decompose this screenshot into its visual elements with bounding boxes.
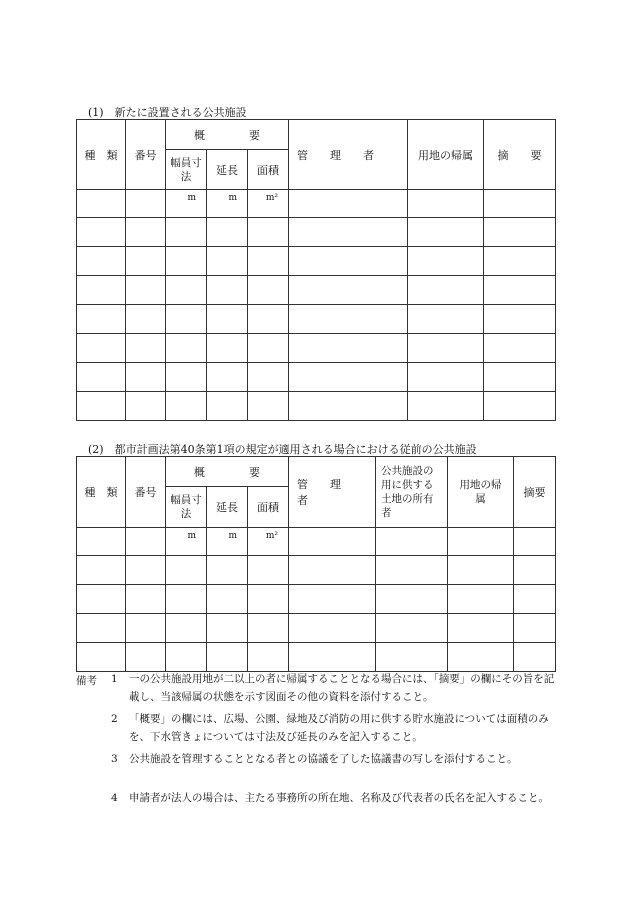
header-number: 番号 xyxy=(126,120,166,190)
cell[interactable] xyxy=(207,305,248,334)
cell[interactable] xyxy=(289,643,376,672)
table-row xyxy=(77,528,556,556)
cell[interactable] xyxy=(248,276,289,305)
cell[interactable] xyxy=(126,643,166,672)
cell[interactable] xyxy=(166,218,207,247)
section2-table xyxy=(76,456,556,672)
cell[interactable] xyxy=(514,614,556,643)
notes-label: 備考 xyxy=(76,675,97,687)
cell[interactable] xyxy=(289,305,408,334)
header-land: 用地の帰属 xyxy=(448,457,514,528)
cell[interactable] xyxy=(77,363,126,392)
cell-owner[interactable] xyxy=(376,528,448,556)
cell[interactable] xyxy=(77,334,126,363)
cell[interactable] xyxy=(289,614,376,643)
note-number: 1 xyxy=(111,673,118,685)
cell[interactable] xyxy=(77,218,126,247)
cell[interactable] xyxy=(484,247,556,276)
cell[interactable] xyxy=(126,334,166,363)
cell[interactable] xyxy=(448,556,514,585)
cell-manager[interactable] xyxy=(289,190,408,218)
cell[interactable] xyxy=(126,276,166,305)
cell[interactable] xyxy=(166,305,207,334)
section1-table xyxy=(76,119,556,421)
cell-remarks[interactable] xyxy=(484,190,556,218)
cell[interactable] xyxy=(376,585,448,614)
cell[interactable] xyxy=(77,643,126,672)
table-row xyxy=(77,334,556,363)
cell[interactable] xyxy=(484,218,556,247)
cell[interactable] xyxy=(77,614,126,643)
unit-length: m xyxy=(207,190,248,218)
cell[interactable] xyxy=(408,363,484,392)
cell-type[interactable] xyxy=(77,528,126,556)
cell[interactable] xyxy=(77,392,126,421)
cell[interactable] xyxy=(166,334,207,363)
cell-number[interactable] xyxy=(126,190,166,218)
cell[interactable] xyxy=(248,247,289,276)
cell[interactable] xyxy=(289,218,408,247)
cell[interactable] xyxy=(126,363,166,392)
cell[interactable] xyxy=(166,276,207,305)
cell-land[interactable] xyxy=(408,190,484,218)
note-number: 3 xyxy=(111,753,118,765)
cell[interactable] xyxy=(126,614,166,643)
unit-width: m xyxy=(166,190,207,218)
cell[interactable] xyxy=(448,614,514,643)
header-overview: 概 要 xyxy=(166,457,289,487)
table-row xyxy=(77,614,556,643)
table-row xyxy=(77,305,556,334)
cell[interactable] xyxy=(289,585,376,614)
cell[interactable] xyxy=(289,247,408,276)
cell[interactable] xyxy=(484,334,556,363)
cell[interactable] xyxy=(166,585,207,614)
cell[interactable] xyxy=(408,247,484,276)
section2-title: (2) 都市計画法第40条第1項の規定が適用される場合における従前の公共施設 xyxy=(88,443,477,456)
note-text: 「概要」の欄には、広場、公園、緑地及び消防の用に供する貯水施設については面積のみを、下水管きょについては寸法及び延長のみを記入すること。 xyxy=(129,713,549,743)
cell[interactable] xyxy=(166,392,207,421)
cell[interactable] xyxy=(289,334,408,363)
cell-manager[interactable] xyxy=(289,528,376,556)
cell[interactable] xyxy=(166,643,207,672)
header-number: 番号 xyxy=(126,457,166,528)
cell[interactable] xyxy=(408,392,484,421)
section1-title: (1) 新たに設置される公共施設 xyxy=(88,106,247,119)
note-number: 2 xyxy=(111,713,118,725)
cell-type[interactable] xyxy=(77,190,126,218)
cell[interactable] xyxy=(207,218,248,247)
cell[interactable] xyxy=(376,643,448,672)
cell[interactable] xyxy=(514,585,556,614)
header-remarks: 摘 要 xyxy=(484,120,556,190)
header-type: 種 類 xyxy=(77,120,126,190)
cell[interactable] xyxy=(448,585,514,614)
cell[interactable] xyxy=(248,585,289,614)
cell[interactable] xyxy=(126,218,166,247)
note-item xyxy=(111,710,555,746)
cell[interactable] xyxy=(484,363,556,392)
cell[interactable] xyxy=(376,614,448,643)
cell[interactable] xyxy=(408,305,484,334)
cell[interactable] xyxy=(207,556,248,585)
header-length: 延長 xyxy=(207,487,248,528)
table-row xyxy=(77,247,556,276)
note-item xyxy=(111,670,555,706)
header-length: 延長 xyxy=(207,150,248,190)
header-manager: 管 理 者 xyxy=(289,120,408,190)
table-row xyxy=(77,276,556,305)
cell[interactable] xyxy=(376,556,448,585)
cell[interactable] xyxy=(408,276,484,305)
header-remarks: 摘要 xyxy=(514,457,556,528)
note-text: 申請者が法人の場合は、主たる事務所の所在地、名称及び代表者の氏名を記入すること。 xyxy=(129,792,549,804)
cell[interactable] xyxy=(484,276,556,305)
note-text: 公共施設を管理することとなる者との協議を了した協議書の写しを添付すること。 xyxy=(129,753,518,765)
cell[interactable] xyxy=(514,643,556,672)
cell[interactable] xyxy=(289,392,408,421)
cell[interactable] xyxy=(484,305,556,334)
header-area: 面積 xyxy=(248,487,289,528)
unit-length: m xyxy=(207,528,248,556)
table-row xyxy=(77,363,556,392)
cell[interactable] xyxy=(289,556,376,585)
cell-remarks[interactable] xyxy=(514,528,556,556)
cell[interactable] xyxy=(166,556,207,585)
cell[interactable] xyxy=(248,218,289,247)
cell[interactable] xyxy=(166,614,207,643)
table-row xyxy=(77,643,556,672)
cell[interactable] xyxy=(248,392,289,421)
note-number: 4 xyxy=(111,792,118,804)
cell[interactable] xyxy=(248,556,289,585)
cell[interactable] xyxy=(207,643,248,672)
unit-area: m² xyxy=(248,528,289,556)
header-type: 種 類 xyxy=(77,457,126,528)
cell[interactable] xyxy=(207,392,248,421)
cell[interactable] xyxy=(289,276,408,305)
table-row xyxy=(77,218,556,247)
cell[interactable] xyxy=(207,334,248,363)
header-width: 幅員寸法 xyxy=(166,150,207,190)
table-row xyxy=(77,585,556,614)
cell[interactable] xyxy=(77,276,126,305)
table-row xyxy=(77,392,556,421)
cell[interactable] xyxy=(408,218,484,247)
cell-land[interactable] xyxy=(448,528,514,556)
header-owner: 公共施設の用に供する土地の所有者 xyxy=(376,457,448,528)
cell[interactable] xyxy=(207,247,248,276)
cell[interactable] xyxy=(248,643,289,672)
header-manager: 管 理 者 xyxy=(289,457,376,528)
cell[interactable] xyxy=(126,556,166,585)
cell[interactable] xyxy=(126,585,166,614)
cell[interactable] xyxy=(248,305,289,334)
note-text: 一の公共施設用地が二以上の者に帰属することとなる場合には、「摘要」の欄にその旨を記載し、当該帰属の状態を示す図面その他の資料を添付すること。 xyxy=(129,673,555,703)
header-area: 面積 xyxy=(248,150,289,190)
cell[interactable] xyxy=(207,585,248,614)
cell[interactable] xyxy=(126,247,166,276)
unit-area: m² xyxy=(248,190,289,218)
cell[interactable] xyxy=(77,556,126,585)
cell[interactable] xyxy=(166,363,207,392)
header-overview: 概 要 xyxy=(166,120,289,150)
cell[interactable] xyxy=(77,585,126,614)
note-item xyxy=(111,750,555,768)
cell-number[interactable] xyxy=(126,528,166,556)
cell[interactable] xyxy=(408,334,484,363)
note-item xyxy=(111,789,555,807)
cell[interactable] xyxy=(126,392,166,421)
header-width: 幅員寸法 xyxy=(166,487,207,528)
cell[interactable] xyxy=(289,363,408,392)
cell[interactable] xyxy=(207,276,248,305)
cell[interactable] xyxy=(126,305,166,334)
cell[interactable] xyxy=(484,392,556,421)
cell[interactable] xyxy=(514,556,556,585)
cell[interactable] xyxy=(248,363,289,392)
table-row xyxy=(77,190,556,218)
cell[interactable] xyxy=(77,305,126,334)
cell[interactable] xyxy=(207,614,248,643)
cell[interactable] xyxy=(248,614,289,643)
table-row xyxy=(77,556,556,585)
cell[interactable] xyxy=(248,334,289,363)
cell[interactable] xyxy=(166,247,207,276)
header-land: 用地の帰属 xyxy=(408,120,484,190)
cell[interactable] xyxy=(207,363,248,392)
cell[interactable] xyxy=(77,247,126,276)
unit-width: m xyxy=(166,528,207,556)
cell[interactable] xyxy=(448,643,514,672)
